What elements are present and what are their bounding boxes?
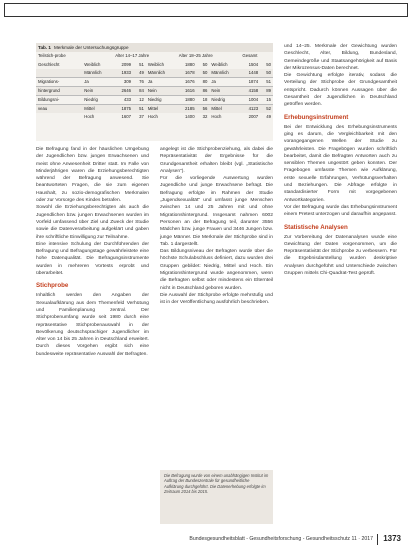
- table-cell: 15: [260, 95, 273, 104]
- table-cell: Mittel: [82, 104, 113, 113]
- body-paragraph: Die Befragung fand in der häuslichen Umgebung der Jugendlichen bzw. jungen Erwachsenen und meist ohne Anwesenheit Dritter statt. Im Falle von Minderjährigen waren die Erziehungsberechtigten während der Befragung anwesend. Sie beantworteten Fragen, die sie zum eigenen Haushalt, zu sozio-demografischen Merkmalen oder zur Vorsorge des Kindes betrafen.: [36, 147, 149, 204]
- table-cell: 51: [133, 104, 146, 113]
- page-footer: [0, 530, 413, 550]
- table-row: [36, 104, 273, 113]
- table-cell: 51: [139, 61, 144, 67]
- table-cell: 80: [197, 77, 210, 86]
- table-cell: 1874: [240, 77, 260, 86]
- table-caption: [36, 43, 273, 52]
- table-cell: Geschlecht: [38, 61, 60, 67]
- column-middle: [160, 146, 273, 307]
- table-cell: 2099: [121, 61, 132, 67]
- footnote-box: Die Befragung wurde von einem unabhängigen Institut im Auftrag der Bundeszentrale für gesundheitliche Aufklärung durchgeführt. Die Datenerhebung erfolgte im Zeitraum 2014 bis 2015.: [160, 470, 273, 524]
- body-paragraph: Zur Vorbereitung der Datenanalysen wurde eine Gewichtung der Daten vorgenommen, um die Repräsentativität der Stichprobe zu verbessern. Für die Ergebnisdarstellung wurden deskriptive Analysen durchgeführt und Unterschiede zwischen Gruppen mittels Chi-Quadrat-Test geprüft.: [284, 234, 397, 277]
- table-cell: Migrations-: [36, 77, 82, 86]
- section-heading-erhebungsinstrument: Erhebungsinstrument: [284, 113, 349, 121]
- header-frame: [4, 3, 408, 17]
- table-cell: Männlich: [147, 69, 166, 75]
- table-cell: 18: [197, 95, 210, 104]
- table-cell: 51: [260, 77, 273, 86]
- table-cell: Weiblich: [147, 61, 165, 67]
- page-number: 1373: [383, 534, 401, 543]
- table-row: [36, 69, 273, 78]
- table-cell: hintergrund: [36, 86, 82, 95]
- table-cell: veau: [36, 104, 82, 113]
- table-cell: Mittel: [146, 104, 177, 113]
- table-cell: 50: [202, 61, 208, 67]
- section-heading-statistische-analysen: Statistische Analysen: [284, 223, 348, 231]
- header-cell: Gesamt: [242, 53, 258, 59]
- table-cell: 1607: [121, 113, 132, 119]
- characteristics-table: [36, 43, 273, 141]
- table-row: [36, 77, 273, 86]
- body-paragraph: Inhaltlich werden den Angaben der Sexualaufklärung aus dem Themenfeld Verhütung und Familienplanung zentral. Der Stichprobenumfang wurde seit 1980 durch eine repräsentative Stichprobenauswahl in der Bevölkerung deutschsprachiger Jugendlicher im Alter von 14 bis 25 Jahren in Deutschland erweitert. Durch dieses Vorgehen ergibt sich eine bundesweite repräsentative Auswahl der Befragten.: [36, 293, 149, 357]
- table-cell: [36, 113, 82, 121]
- table-cell: 1616: [177, 86, 197, 95]
- body-paragraph: Für die vorliegende Auswertung wurden Jugendliche und junge Erwachsene befragt. Die Befragung erfolgte im Rahmen der Studie „Jugendsexualität“ und umfasst junge Menschen zwischen 14 und 25 Jahren mit und ohne Migrationshintergrund. Insgesamt nahmen 6002 Personen an der Befragung teil, darunter 3556 Mädchen bzw. junge Frauen und 3446 Jungen bzw. junge Männer. Die Merkmale der Stichprobe sind in Tab. 1 dargestellt.: [160, 176, 273, 247]
- table-cell: 1933: [121, 69, 132, 75]
- table-cell: 309: [113, 77, 133, 86]
- table-cell: Ja: [82, 77, 113, 86]
- body-paragraph: Eine intensive Schulung der Durchführenden der Befragung und Befragungstage gewährleistete eine hohe Datenqualität. Die Befragungsinstrumente wurden in mehreren Vortests erprobt und überarbeitet.: [36, 241, 149, 277]
- header-cell: Alter 14–17 Jahre: [115, 53, 150, 59]
- header-cell: Alter 18–25 Jahre: [178, 53, 213, 59]
- body-paragraph: und 14–25. Merkmale der Gewichtung wurden Geschlecht, Alter, Bildung, Bundesland, Gemeindegröße und Staatsangehörigkeit auf Basis der Mikrozensus-Daten berechnet.: [284, 44, 397, 71]
- table-cell: 1676: [177, 77, 197, 86]
- table-cell: 84: [133, 86, 146, 95]
- table-cell: 12: [133, 95, 146, 104]
- table-cell: Niedrig: [146, 95, 177, 104]
- column-right: [284, 43, 397, 277]
- table-cell: Mittel: [209, 104, 240, 113]
- table-cell: Nein: [209, 86, 240, 95]
- table-cell: 4123: [240, 104, 260, 113]
- header-cell: [82, 52, 113, 60]
- column-left: [36, 146, 149, 358]
- table-cell: Männlich: [211, 69, 229, 75]
- table-cell: [36, 69, 82, 78]
- table-cell: 433: [113, 95, 133, 104]
- table-cell: 2646: [113, 86, 133, 95]
- table-cell: 1875: [113, 104, 133, 113]
- table-cell: Niedrig: [82, 95, 113, 104]
- table-cell: 86: [197, 86, 210, 95]
- table-body: [36, 60, 273, 121]
- table-cell: 32: [202, 113, 208, 119]
- table-cell: Weiblich: [211, 61, 228, 67]
- body-paragraph: Das Bildungsniveau der Befragten wurde über die höchste Schulabschluss definiert, dazu wurden drei Gruppen gebildet: Niedrig, Mittel und Hoch. Ein Migrationshintergrund wurde angenommen, wenn die Befragten selbst oder mindestens ein Elternteil nicht in Deutschland geboren wurden.: [160, 249, 273, 291]
- table-header-row: [36, 52, 273, 60]
- journal-citation: Bundesgesundheitsblatt - Gesundheitsforschung - Gesundheitsschutz 11 · 2017: [189, 536, 373, 542]
- table-cell: 1504: [248, 61, 259, 67]
- table-cell: 1448: [248, 69, 259, 75]
- table-cell: 49: [139, 69, 144, 75]
- header-cell: Teilstich-probe: [38, 53, 66, 59]
- body-paragraph: Vor der Befragung wurde das Erhebungsinstrument einem Pretest unterzogen und daraufhin angepasst.: [284, 204, 397, 218]
- table-cell: Bildungsni-: [36, 95, 82, 104]
- table-cell: 2007: [248, 113, 259, 119]
- data-table: [36, 52, 273, 121]
- table-cell: Hoch: [211, 113, 222, 119]
- table-cell: 50: [266, 69, 271, 75]
- table-cell: 49: [266, 113, 271, 119]
- table-cell: 4158: [240, 86, 260, 95]
- table-cell: 1880: [177, 95, 197, 104]
- table-row: [36, 86, 273, 95]
- body-paragraph: Die Gewichtung erfolgte iterativ, sodass die Verteilung der Stichprobe der Grundgesamtheit entspricht. Dadurch können Aussagen über die Gesamtheit der Jugendlichen in Deutschland getroffen werden.: [284, 73, 397, 108]
- table-cell: 37: [139, 113, 144, 119]
- body-paragraph: angelegt ist die Stichprobenziehung, als dabei die Repräsentativität der Ergebnisse für die Grundgesamtheit erhalten bleibt (vgl. „Statistische Analysen“).: [160, 147, 273, 174]
- table-cell: Ja: [209, 77, 240, 86]
- table-cell: 56: [197, 104, 210, 113]
- header-bar: [0, 0, 413, 22]
- table-cell: Weiblich: [84, 61, 101, 67]
- table-cell: 52: [260, 104, 273, 113]
- table-cell: Hoch: [147, 113, 158, 119]
- table-cell: 50: [202, 69, 208, 75]
- table-row: [36, 60, 273, 68]
- table-cell: 2185: [177, 104, 197, 113]
- footer-divider: [377, 534, 378, 545]
- section-heading-stichprobe: Stichprobe: [36, 282, 69, 290]
- table-title: Merkmale der Untersuchungsgruppe: [53, 45, 129, 50]
- table-row: [36, 113, 273, 121]
- body-paragraph: Bei der Entwicklung des Erhebungsinstruments ging es darum, die Vergleichbarkeit mit den vorangegangenen Wellen der Studie zu gewährleisten. Die Fragebögen wurden schriftlich bearbeitet, damit die Befragten Antworten auch zu sensiblen Themen ungestört geben konnten. Der Fragebogen umfasste Themen wie Aufklärung, erste sexuelle Erfahrungen, Verhütungsverhalten und Beziehungen. Die Abfrage erfolgte in standardisierter Form mit vorgegebenen Antwortkategorien.: [284, 124, 397, 203]
- table-label: Tab. 1: [38, 45, 51, 50]
- table-cell: 1004: [240, 95, 260, 104]
- table-cell: 76: [133, 77, 146, 86]
- table-cell: Männlich: [84, 69, 102, 75]
- table-cell: Nein: [146, 86, 177, 95]
- table-cell: Ja: [146, 77, 177, 86]
- table-cell: 1678: [185, 69, 195, 75]
- body-paragraph: Die Auswahl der Stichprobe erfolgte mehrstufig und ist in der Veröffentlichung ausführlich beschrieben.: [160, 292, 273, 306]
- table-cell: 50: [266, 61, 271, 67]
- table-cell: Niedrig: [209, 95, 240, 104]
- table-cell: Hoch: [84, 113, 95, 119]
- body-paragraph: Sowohl die Erziehungsberechtigten als auch die Jugendlichen bzw. jungen Erwachsenen wurden im Vorfeld umfassend über Ziel und Zweck der Studie sowie die Datenverarbeitung aufgeklärt und gaben ihre schriftliche Einwilligung zur Teilnahme.: [36, 205, 149, 240]
- table-cell: Nein: [82, 86, 113, 95]
- table-cell: 89: [260, 86, 273, 95]
- table-cell: 1880: [185, 61, 195, 67]
- table-cell: 1400: [185, 113, 195, 119]
- table-row: [36, 95, 273, 104]
